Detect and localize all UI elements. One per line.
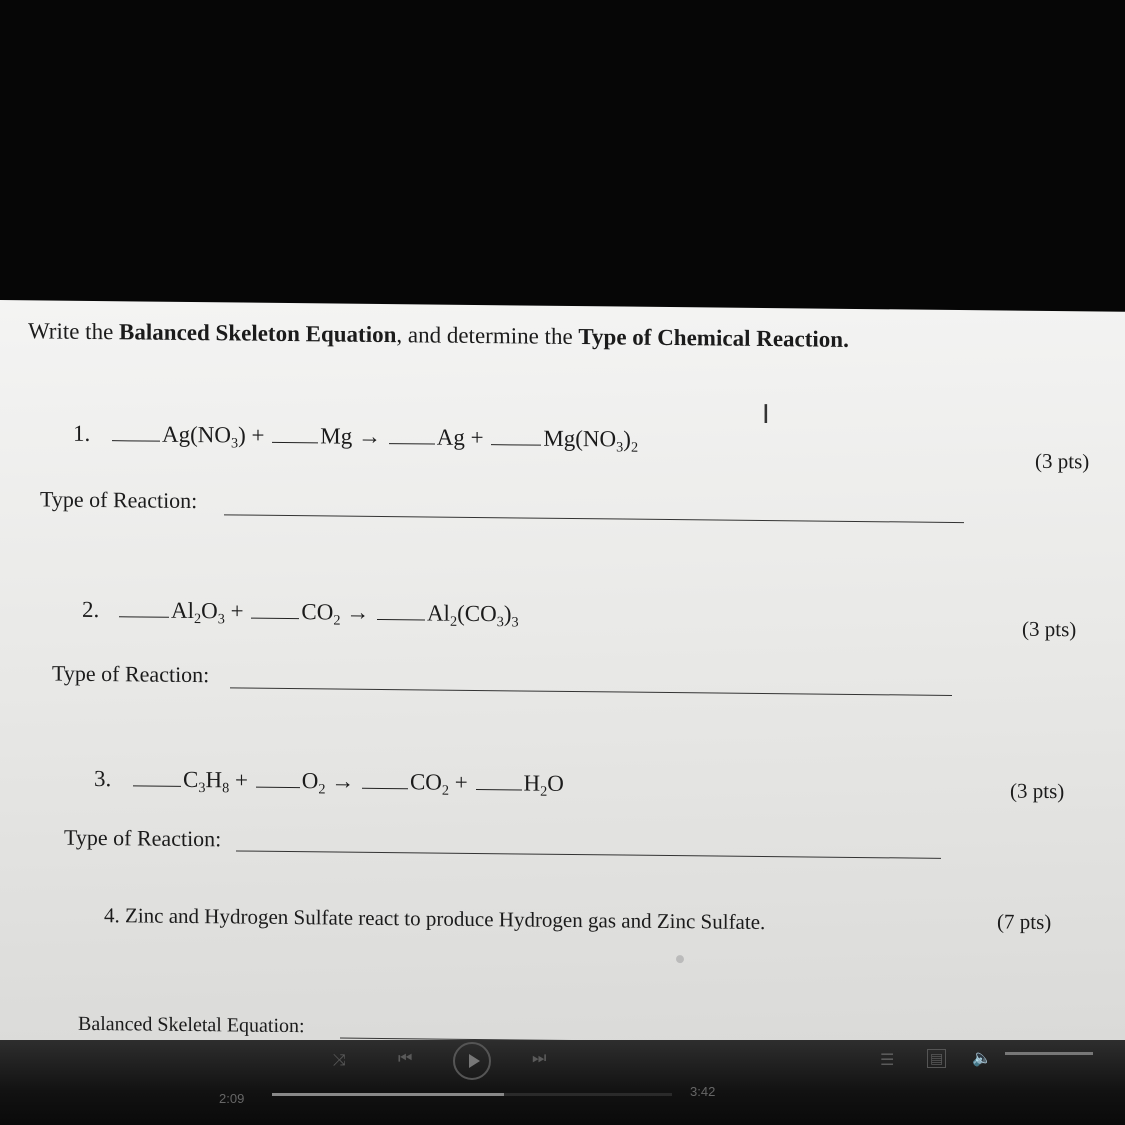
shuffle-icon[interactable]: ⤨ [333, 1052, 346, 1069]
coefficient-blank [133, 784, 181, 787]
progress-track[interactable] [272, 1093, 672, 1096]
coefficient-blank [362, 787, 408, 789]
type-of-reaction-answer-line[interactable] [230, 687, 952, 696]
equation-2 [82, 596, 519, 631]
type-of-reaction-label: Type of Reaction: [64, 824, 222, 852]
formula: $Mg(NO_3)_2$ [543, 425, 639, 456]
formula: $CO_2$ + [409, 769, 468, 799]
coefficient-blank [119, 615, 169, 618]
formula: $O_2$ → [301, 768, 355, 798]
next-icon[interactable]: ⏭ [532, 1050, 547, 1067]
coefficient-blank [272, 441, 318, 443]
chapters-icon[interactable]: ▤ [927, 1049, 946, 1068]
worksheet [0, 300, 1125, 1072]
problem-4-text: 4. Zinc and Hydrogen Sulfate react to produce Hydrogen gas and Zinc Sulfate. [104, 903, 766, 935]
type-of-reaction-label: Type of Reaction: [52, 660, 210, 688]
dot-mark [676, 955, 684, 963]
points-label: (3 pts) [1035, 448, 1090, 474]
elapsed-time: 2:09 [219, 1091, 245, 1106]
points-label: (3 pts) [1022, 616, 1077, 642]
formula: $CO_2$ → [301, 599, 370, 629]
media-player-bar [0, 1040, 1125, 1125]
type-of-reaction-label: Type of Reaction: [40, 486, 198, 514]
problem-number: 3. [94, 765, 112, 792]
progress-fill [272, 1093, 504, 1096]
coefficient-blank [476, 788, 522, 790]
coefficient-blank [491, 443, 541, 446]
points-label: (7 pts) [997, 909, 1052, 935]
balanced-skeletal-equation-label: Balanced Skeletal Equation: [78, 1012, 305, 1038]
equation-3 [94, 765, 564, 800]
type-of-reaction-answer-line[interactable] [224, 514, 964, 523]
volume-icon[interactable]: 🔈 [972, 1050, 992, 1067]
coefficient-blank [112, 439, 160, 442]
formula: $Ag(NO_3)$ + [162, 421, 265, 452]
prev-icon[interactable]: ⏮ [398, 1050, 413, 1067]
points-label: (3 pts) [1010, 778, 1065, 804]
equation-1 [73, 420, 639, 456]
formula: $Al_2(CO_3)_3$ [426, 600, 519, 631]
problem-number: 1. [73, 420, 91, 446]
coefficient-blank [251, 617, 299, 620]
formula: Ag + [436, 424, 484, 451]
volume-slider[interactable] [1005, 1052, 1093, 1055]
formula: $C_3H_8$ + [183, 766, 248, 797]
type-of-reaction-answer-line[interactable] [236, 850, 941, 858]
total-duration: 3:42 [690, 1084, 716, 1099]
problem-number: 2. [82, 596, 100, 623]
coefficient-blank [256, 786, 300, 788]
captions-icon[interactable]: ☰ [880, 1052, 895, 1069]
text-cursor-icon: I [762, 399, 770, 431]
formula: Mg → [320, 423, 381, 449]
coefficient-blank [389, 442, 435, 444]
coefficient-blank [377, 618, 425, 621]
formula: $Al_2O_3$ + [171, 597, 244, 628]
instructions-title: Write the Balanced Skeleton Equation, and determine the Type of Chemical Reaction. [28, 318, 849, 352]
play-icon[interactable] [453, 1042, 491, 1080]
formula: $H_2O$ [523, 770, 564, 800]
